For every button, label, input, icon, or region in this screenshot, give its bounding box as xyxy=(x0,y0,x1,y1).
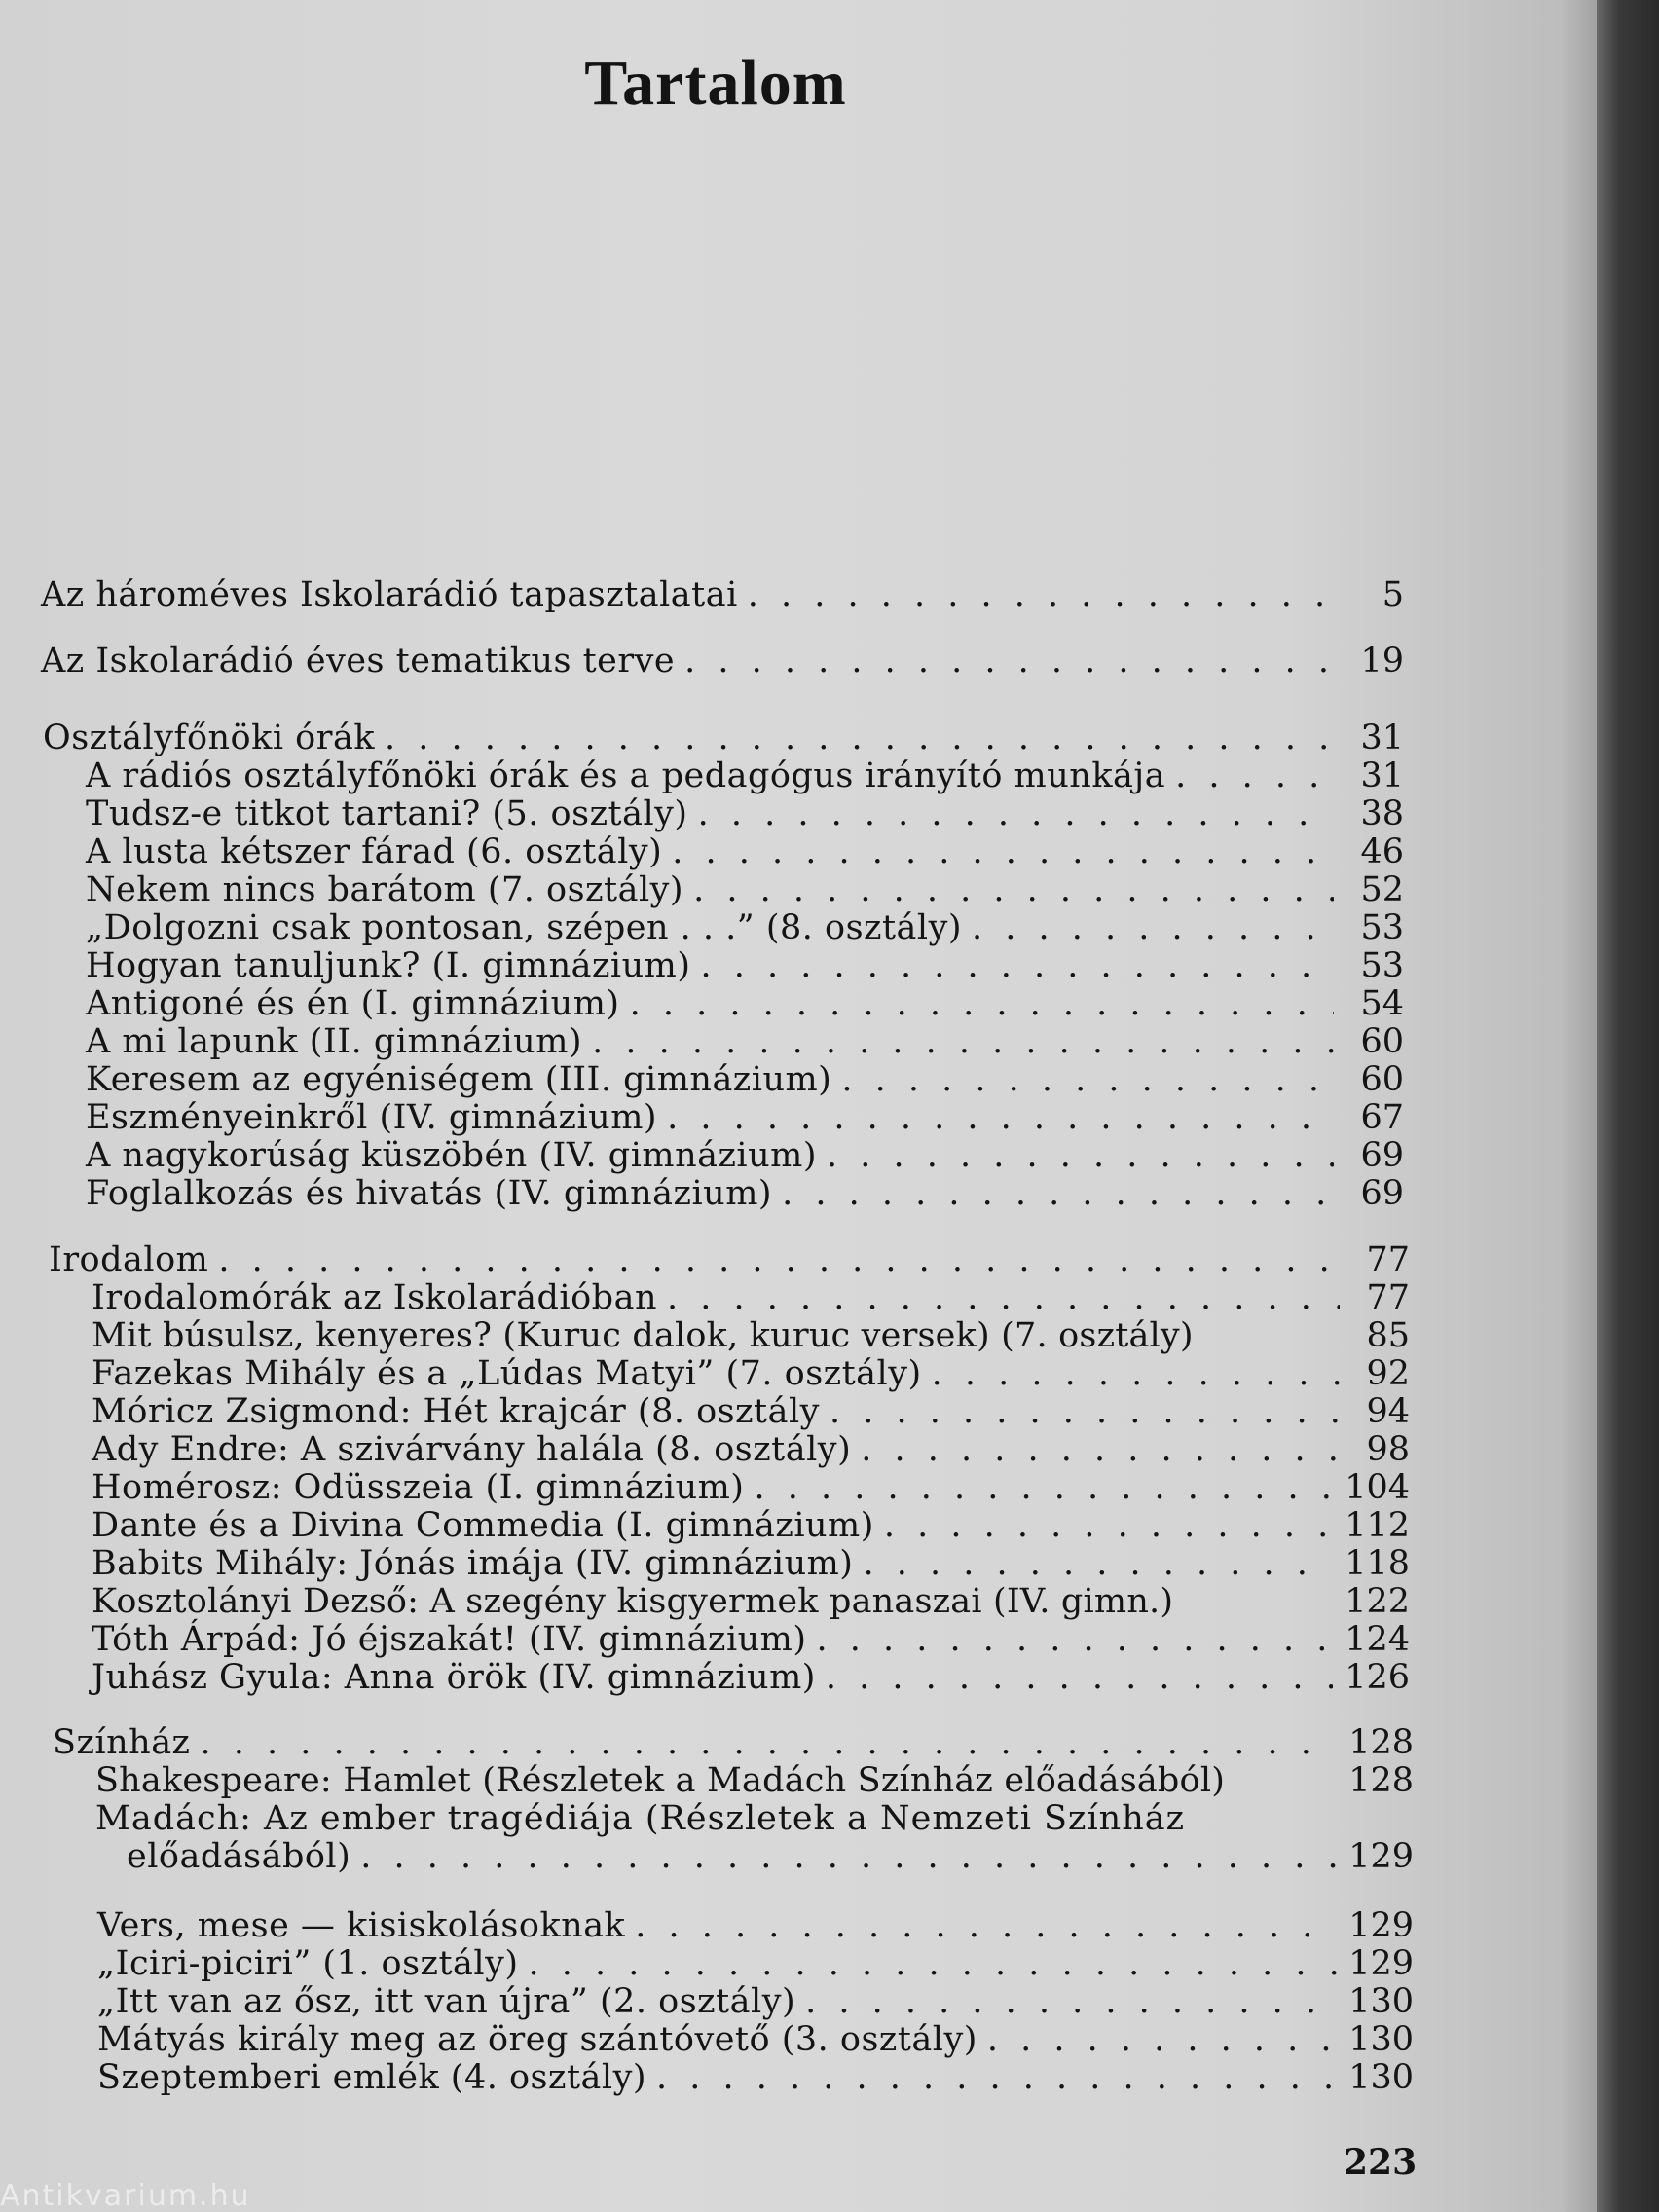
toc-entry-page: 31 xyxy=(1360,719,1404,757)
toc-entry xyxy=(92,1392,1410,1431)
toc-entry xyxy=(86,1174,1404,1213)
toc-entry-page: 53 xyxy=(1360,908,1404,947)
toc-entry xyxy=(92,1354,1410,1393)
toc-entry-page: 104 xyxy=(1345,1468,1410,1507)
toc-entry-title: Mit búsulsz, kenyeres? (Kuruc dalok, kuruc versek) (7. osztály) xyxy=(92,1316,1194,1355)
toc-entry-page: 67 xyxy=(1360,1098,1404,1137)
toc-entry-title: Móricz Zsigmond: Hét krajcár (8. osztály xyxy=(92,1392,820,1431)
toc-entry-page: 53 xyxy=(1360,946,1404,985)
toc-entry xyxy=(86,756,1404,795)
toc-entry-title: Osztályfőnöki órák xyxy=(43,719,376,757)
toc-entry-page: 128 xyxy=(1348,1761,1414,1800)
dot-leader xyxy=(698,794,1334,833)
toc-entry-page: 94 xyxy=(1366,1392,1410,1431)
toc-entry xyxy=(92,1582,1410,1621)
toc-entry-title: Shakespeare: Hamlet (Részletek a Madách Színház előadásából) xyxy=(95,1761,1226,1800)
toc-entry xyxy=(86,832,1404,871)
toc-entry xyxy=(92,1620,1410,1659)
toc-entry-page: 46 xyxy=(1360,832,1404,871)
toc-entry-page: 130 xyxy=(1348,1982,1414,2021)
toc-entry-page: 128 xyxy=(1348,1723,1414,1762)
toc-entry-page: 77 xyxy=(1366,1240,1410,1279)
toc-entry-title: Homérosz: Odüsszeia (I. gimnázium) xyxy=(92,1468,745,1507)
dot-leader xyxy=(385,719,1334,757)
dot-leader xyxy=(592,1022,1334,1061)
toc-entry-title: „Itt van az ősz, itt van újra” (2. osztály) xyxy=(97,1982,796,2021)
toc-entry-title: Madách: Az ember tragédiája (Részletek a Nemzeti Színház xyxy=(95,1799,1186,1838)
toc-entry-title: Nekem nincs barátom (7. osztály) xyxy=(86,870,684,909)
toc-entry-title: A rádiós osztályfőnöki órák és a pedagógus irányító munkája xyxy=(86,756,1166,795)
toc-entry-title: Az hároméves Iskolarádió tapasztalatai xyxy=(41,575,738,614)
dot-leader xyxy=(667,1278,1340,1317)
dot-leader xyxy=(360,1837,1337,1876)
dot-leader xyxy=(817,1620,1334,1659)
dot-leader xyxy=(684,642,1334,681)
page-title: Tartalom xyxy=(584,48,847,119)
toc-entry xyxy=(97,2020,1414,2059)
toc-section-heading xyxy=(43,719,1404,757)
toc-entry-title: Szeptemberi emlék (4. osztály) xyxy=(97,2058,647,2097)
toc-entry-page: 19 xyxy=(1360,642,1404,681)
dot-leader xyxy=(656,2058,1337,2097)
toc-entry-page: 122 xyxy=(1345,1582,1410,1621)
toc-entry xyxy=(86,794,1404,833)
toc-entry xyxy=(97,1944,1414,1983)
toc-entry-page: 126 xyxy=(1345,1658,1410,1697)
toc-entry xyxy=(92,1468,1410,1507)
toc-entry-page: 112 xyxy=(1345,1506,1410,1545)
toc-entry xyxy=(95,1761,1414,1800)
dot-leader xyxy=(672,832,1334,871)
dot-leader xyxy=(635,1906,1337,1945)
toc-entry-title: Eszményeinkről (IV. gimnázium) xyxy=(86,1098,658,1137)
toc-entry-title: Színház xyxy=(53,1723,191,1762)
toc-entry-title: Irodalom xyxy=(49,1240,209,1279)
dot-leader xyxy=(701,946,1335,985)
dot-leader xyxy=(861,1430,1340,1469)
toc-entry-title: Fazekas Mihály és a „Lúdas Matyi” (7. osztály) xyxy=(92,1354,922,1393)
toc-entry-page: 60 xyxy=(1360,1060,1404,1099)
toc-entry-title: Kosztolányi Dezső: A szegény kisgyermek panaszai (IV. gimn.) xyxy=(92,1582,1174,1621)
toc-entry-title: Keresem az egyéniségem (III. gimnázium) xyxy=(86,1060,832,1099)
dot-leader xyxy=(1175,756,1334,795)
toc-entry xyxy=(97,1982,1414,2021)
toc-entry xyxy=(41,575,1404,614)
dot-leader xyxy=(841,1060,1334,1099)
toc-entry xyxy=(86,1136,1404,1175)
toc-entry xyxy=(86,1022,1404,1061)
toc-entry xyxy=(41,642,1404,681)
toc-entry-title: A nagykorúság küszöbén (IV. gimnázium) xyxy=(86,1136,818,1175)
toc-entry-page: 130 xyxy=(1348,2058,1414,2097)
dot-leader xyxy=(693,870,1334,909)
dot-leader xyxy=(987,2020,1337,2059)
book-spine-edge xyxy=(1597,0,1659,2212)
toc-entry-title: Ady Endre: A szivárvány halála (8. osztály) xyxy=(92,1430,852,1469)
toc-entry-page: 98 xyxy=(1366,1430,1410,1469)
toc-entry-title: Hogyan tanuljunk? (I. gimnázium) xyxy=(86,946,691,985)
toc-entry xyxy=(86,1060,1404,1099)
dot-leader xyxy=(201,1723,1338,1762)
dot-leader xyxy=(667,1098,1334,1137)
toc-entry xyxy=(86,908,1404,947)
toc-entry-page: 69 xyxy=(1360,1174,1404,1213)
toc-entry-continuation xyxy=(127,1837,1414,1876)
toc-entry-page: 130 xyxy=(1348,2020,1414,2059)
toc-entry-page: 77 xyxy=(1366,1278,1410,1317)
toc-entry-title: Tóth Árpád: Jó éjszakát! (IV. gimnázium) xyxy=(92,1620,807,1659)
toc-section-heading xyxy=(49,1240,1410,1279)
dot-leader xyxy=(830,1392,1340,1431)
toc-section-heading xyxy=(53,1723,1414,1762)
toc-entry xyxy=(86,984,1404,1023)
dot-leader xyxy=(529,1944,1338,1983)
toc-entry-page: 85 xyxy=(1366,1316,1410,1355)
toc-entry-title: Foglalkozás és hivatás (IV. gimnázium) xyxy=(86,1174,773,1213)
dot-leader xyxy=(827,1136,1334,1175)
toc-entry-page: 129 xyxy=(1348,1906,1414,1945)
toc-entry-page: 60 xyxy=(1360,1022,1404,1061)
toc-entry-page: 5 xyxy=(1382,575,1404,614)
toc-entry-page: 92 xyxy=(1366,1354,1410,1393)
toc-entry-title: „Iciri-piciri” (1. osztály) xyxy=(97,1944,519,1983)
toc-entry-title: Mátyás király meg az öreg szántóvető (3. osztály) xyxy=(97,2020,977,2059)
toc-entry-title: Juhász Gyula: Anna örök (IV. gimnázium) xyxy=(92,1658,816,1697)
toc-entry-page: 52 xyxy=(1360,870,1404,909)
toc-entry xyxy=(86,1098,1404,1137)
dot-leader xyxy=(826,1658,1333,1697)
toc-entry-title: Dante és a Divina Commedia (I. gimnázium) xyxy=(92,1506,874,1545)
toc-entry-page: 31 xyxy=(1360,756,1404,795)
toc-entry-page: 38 xyxy=(1360,794,1404,833)
toc-entry-page: 54 xyxy=(1360,984,1404,1023)
dot-leader xyxy=(218,1240,1340,1279)
dot-leader xyxy=(754,1468,1333,1507)
toc-entry-title: „Dolgozni csak pontosan, szépen . . .” (8. osztály) xyxy=(86,908,963,947)
toc-entry-title: A mi lapunk (II. gimnázium) xyxy=(86,1022,583,1061)
toc-entry xyxy=(92,1544,1410,1583)
toc-entry-page: 129 xyxy=(1348,1944,1414,1983)
toc-entry xyxy=(92,1506,1410,1545)
toc-entry-title: Antigoné és én (I. gimnázium) xyxy=(86,984,620,1023)
toc-entry-title: A lusta kétszer fárad (6. osztály) xyxy=(86,832,663,871)
toc-entry xyxy=(86,946,1404,985)
dot-leader xyxy=(932,1354,1340,1393)
toc-entry xyxy=(86,870,1404,909)
toc-entry xyxy=(92,1658,1410,1697)
watermark: Antikvarium.hu xyxy=(0,2181,251,2212)
toc-entry-page: 69 xyxy=(1360,1136,1404,1175)
dot-leader xyxy=(972,908,1334,947)
toc-entry-title: Tudsz-e titkot tartani? (5. osztály) xyxy=(86,794,688,833)
toc-entry-title: Az Iskolarádió éves tematikus terve xyxy=(41,642,676,681)
dot-leader xyxy=(782,1174,1334,1213)
toc-entry xyxy=(97,1906,1414,1945)
toc-entry-title: Babits Mihály: Jónás imája (IV. gimnázium) xyxy=(92,1544,854,1583)
toc-entry-title: Vers, mese — kisiskolásoknak xyxy=(97,1906,626,1945)
dot-leader xyxy=(884,1506,1333,1545)
toc-entry xyxy=(92,1430,1410,1469)
dot-leader xyxy=(863,1544,1333,1583)
toc-entry-page: 124 xyxy=(1345,1620,1410,1659)
dot-leader xyxy=(805,1982,1337,2021)
toc-entry xyxy=(95,1799,1414,1838)
dot-leader xyxy=(630,984,1334,1023)
toc-entry-title: előadásából) xyxy=(127,1837,351,1876)
dot-leader xyxy=(748,575,1334,614)
page-number: 223 xyxy=(1344,2142,1418,2183)
toc-entry xyxy=(92,1278,1410,1317)
toc-entry-page: 118 xyxy=(1345,1544,1410,1583)
toc-entry xyxy=(97,2058,1414,2097)
toc-entry-title: Irodalomórák az Iskolarádióban xyxy=(92,1278,657,1317)
toc-entry xyxy=(92,1316,1410,1355)
toc-entry-page: 129 xyxy=(1348,1837,1414,1876)
